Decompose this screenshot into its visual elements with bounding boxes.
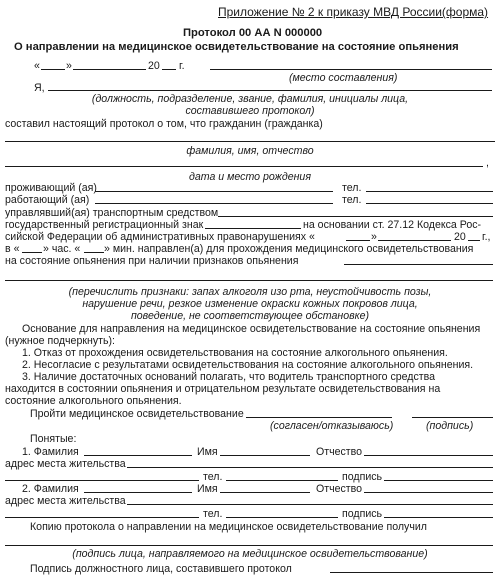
signs-caption-1: (перечислить признаки: запах алкоголя изо рта, неустойчивость позы, [68, 286, 432, 298]
basis-intro-2: (нужное подчеркнуть): [5, 335, 115, 347]
birth-caption: дата и место рождения [189, 171, 311, 183]
year-prefix: 20 [148, 60, 160, 72]
w2-surname-label: 2. Фамилия [22, 483, 79, 495]
w1-name-field[interactable] [220, 455, 310, 456]
fed-year-field[interactable] [468, 240, 480, 241]
w1-tel-label: тел. [203, 471, 223, 483]
place-caption: (место составления) [289, 72, 398, 84]
w2-surname-field[interactable] [84, 492, 192, 493]
appendix-title: Приложение № 2 к приказу МВД России(форма) [218, 5, 489, 19]
recipient-sign-caption: (подпись лица, направляемого на медицинское освидетельствование) [72, 548, 428, 560]
working-tel-field[interactable] [366, 203, 493, 204]
date-quote-open: « [34, 60, 40, 72]
basis-intro-1: Основание для направления на медицинское освидетельствование на состояние опьянения [22, 323, 481, 335]
w1-address-field-2[interactable] [5, 480, 199, 481]
reg-sign-field[interactable] [205, 228, 301, 229]
agree-field[interactable] [246, 417, 392, 418]
working-tel-label: тел. [342, 194, 362, 206]
date-quote-close: » [66, 60, 72, 72]
birth-comma: , [486, 157, 489, 169]
hours-field[interactable] [22, 252, 42, 253]
reason-2[interactable]: 2. Несогласие с результатами освидетельствования на состояние алкогольного опьянения. [22, 359, 474, 371]
time-prefix: в « [5, 243, 20, 255]
protocol-title: О направлении на медицинское освидетельствование на состояние опьянения [14, 41, 459, 53]
fed-month-field[interactable] [378, 240, 451, 241]
officer-field[interactable] [48, 90, 492, 91]
fed-quote-close: » [371, 231, 377, 243]
fed-year-suffix: г., [482, 231, 491, 243]
signs-caption-3: поведение, не соответствующее обстановке) [130, 310, 370, 322]
w1-address-field[interactable] [127, 467, 493, 468]
recipient-sign-field[interactable] [5, 545, 493, 546]
federation-text: сийской Федерации об административных правонарушениях « [5, 231, 315, 243]
signs-field-1[interactable] [344, 264, 493, 265]
w1-address-label: адрес места жительства [5, 458, 126, 470]
basis-text: на основании ст. 27.12 Кодекса Рос- [303, 219, 482, 231]
reason-3-line-1[interactable]: 3. Наличие достаточных оснований полагать, что водитель транспортного средства [22, 371, 436, 383]
w2-sign-field[interactable] [384, 517, 493, 518]
witnesses-label: Понятые: [30, 433, 77, 445]
fed-day-field[interactable] [346, 240, 370, 241]
w1-sign-label: подпись [342, 471, 383, 483]
w2-tel-field[interactable] [226, 517, 338, 518]
month-field[interactable] [73, 69, 146, 70]
reason-3-line-2: находится в состоянии опьянения и отрицательном результате освидетельствования на [5, 383, 441, 395]
officer-caption-2: составившего протокол) [185, 105, 315, 117]
fio-caption: фамилия, имя, отчество [186, 145, 314, 157]
reason-1[interactable]: 1. Отказ от прохождения освидетельствования на состояние алкогольного опьянения. [22, 347, 448, 359]
w1-sign-field[interactable] [384, 480, 493, 481]
w2-name-field[interactable] [220, 492, 310, 493]
officer-caption-1: (должность, подразделение, звание, фамилия, инициалы лица, [91, 93, 409, 105]
signs-caption-2: нарушение речи, резкое изменение окраски кожных покровов лица, [82, 298, 418, 310]
living-label: проживающий (ая) [5, 182, 97, 194]
day-field[interactable] [41, 69, 65, 70]
vehicle-field[interactable] [218, 216, 493, 217]
agree-sign-caption: (подпись) [426, 420, 474, 432]
protocol-number: Протокол 00 АА N 000000 [183, 27, 323, 39]
signs-field-2[interactable] [5, 280, 493, 281]
working-field[interactable] [95, 203, 333, 204]
living-tel-label: тел. [342, 182, 362, 194]
agree-sign-field[interactable] [412, 417, 493, 418]
fed-year-prefix: 20 [454, 231, 466, 243]
w2-address-field[interactable] [127, 504, 493, 505]
birth-field[interactable] [5, 166, 483, 167]
agree-caption: (согласен/отказываюсь) [270, 420, 394, 432]
w2-sign-label: подпись [342, 508, 383, 520]
w1-patronymic-label: Отчество [316, 446, 363, 458]
compiled-text: составил настоящий протокол о том, что гражданин (гражданка) [5, 118, 323, 130]
w1-surname-field[interactable] [84, 455, 192, 456]
w2-address-field-2[interactable] [5, 517, 199, 518]
year-field[interactable] [162, 69, 176, 70]
official-sign-label: Подпись должностного лица, составившего протокол [30, 563, 292, 575]
official-sign-field[interactable] [330, 572, 493, 573]
working-label: работающий (ая) [5, 194, 90, 206]
ya-label: Я, [34, 82, 45, 94]
driving-label: управлявший(ая) транспортным средством [5, 207, 219, 219]
w2-name-label: Имя [197, 483, 218, 495]
state-text: на состояние опьянения при наличии признаков опьянения [5, 255, 299, 267]
undergo-label: Пройти медицинское освидетельствование [30, 408, 244, 420]
place-field[interactable] [210, 69, 492, 70]
copy-received-text: Копию протокола о направлении на медицинское освидетельствование получил [30, 521, 427, 533]
reg-sign-label: государственный регистрационный знак [5, 219, 204, 231]
reason-3-line-3: состояние алкогольного опьянения. [5, 395, 182, 407]
w2-patronymic-field[interactable] [364, 492, 493, 493]
time-minutes-label: » мин. направлен(а) для прохождения медицинского освидетельствования [104, 243, 474, 255]
living-field[interactable] [95, 191, 333, 192]
w1-tel-field[interactable] [226, 480, 338, 481]
w1-patronymic-field[interactable] [364, 455, 493, 456]
minutes-field[interactable] [84, 252, 104, 253]
w1-name-label: Имя [197, 446, 218, 458]
w2-patronymic-label: Отчество [316, 483, 363, 495]
time-hours-label: » час. « [43, 243, 81, 255]
citizen-name-field[interactable] [5, 141, 495, 142]
w2-address-label: адрес места жительства [5, 495, 126, 507]
living-tel-field[interactable] [366, 191, 493, 192]
w1-surname-label: 1. Фамилия [22, 446, 79, 458]
w2-tel-label: тел. [203, 508, 223, 520]
year-suffix: г. [179, 60, 185, 72]
